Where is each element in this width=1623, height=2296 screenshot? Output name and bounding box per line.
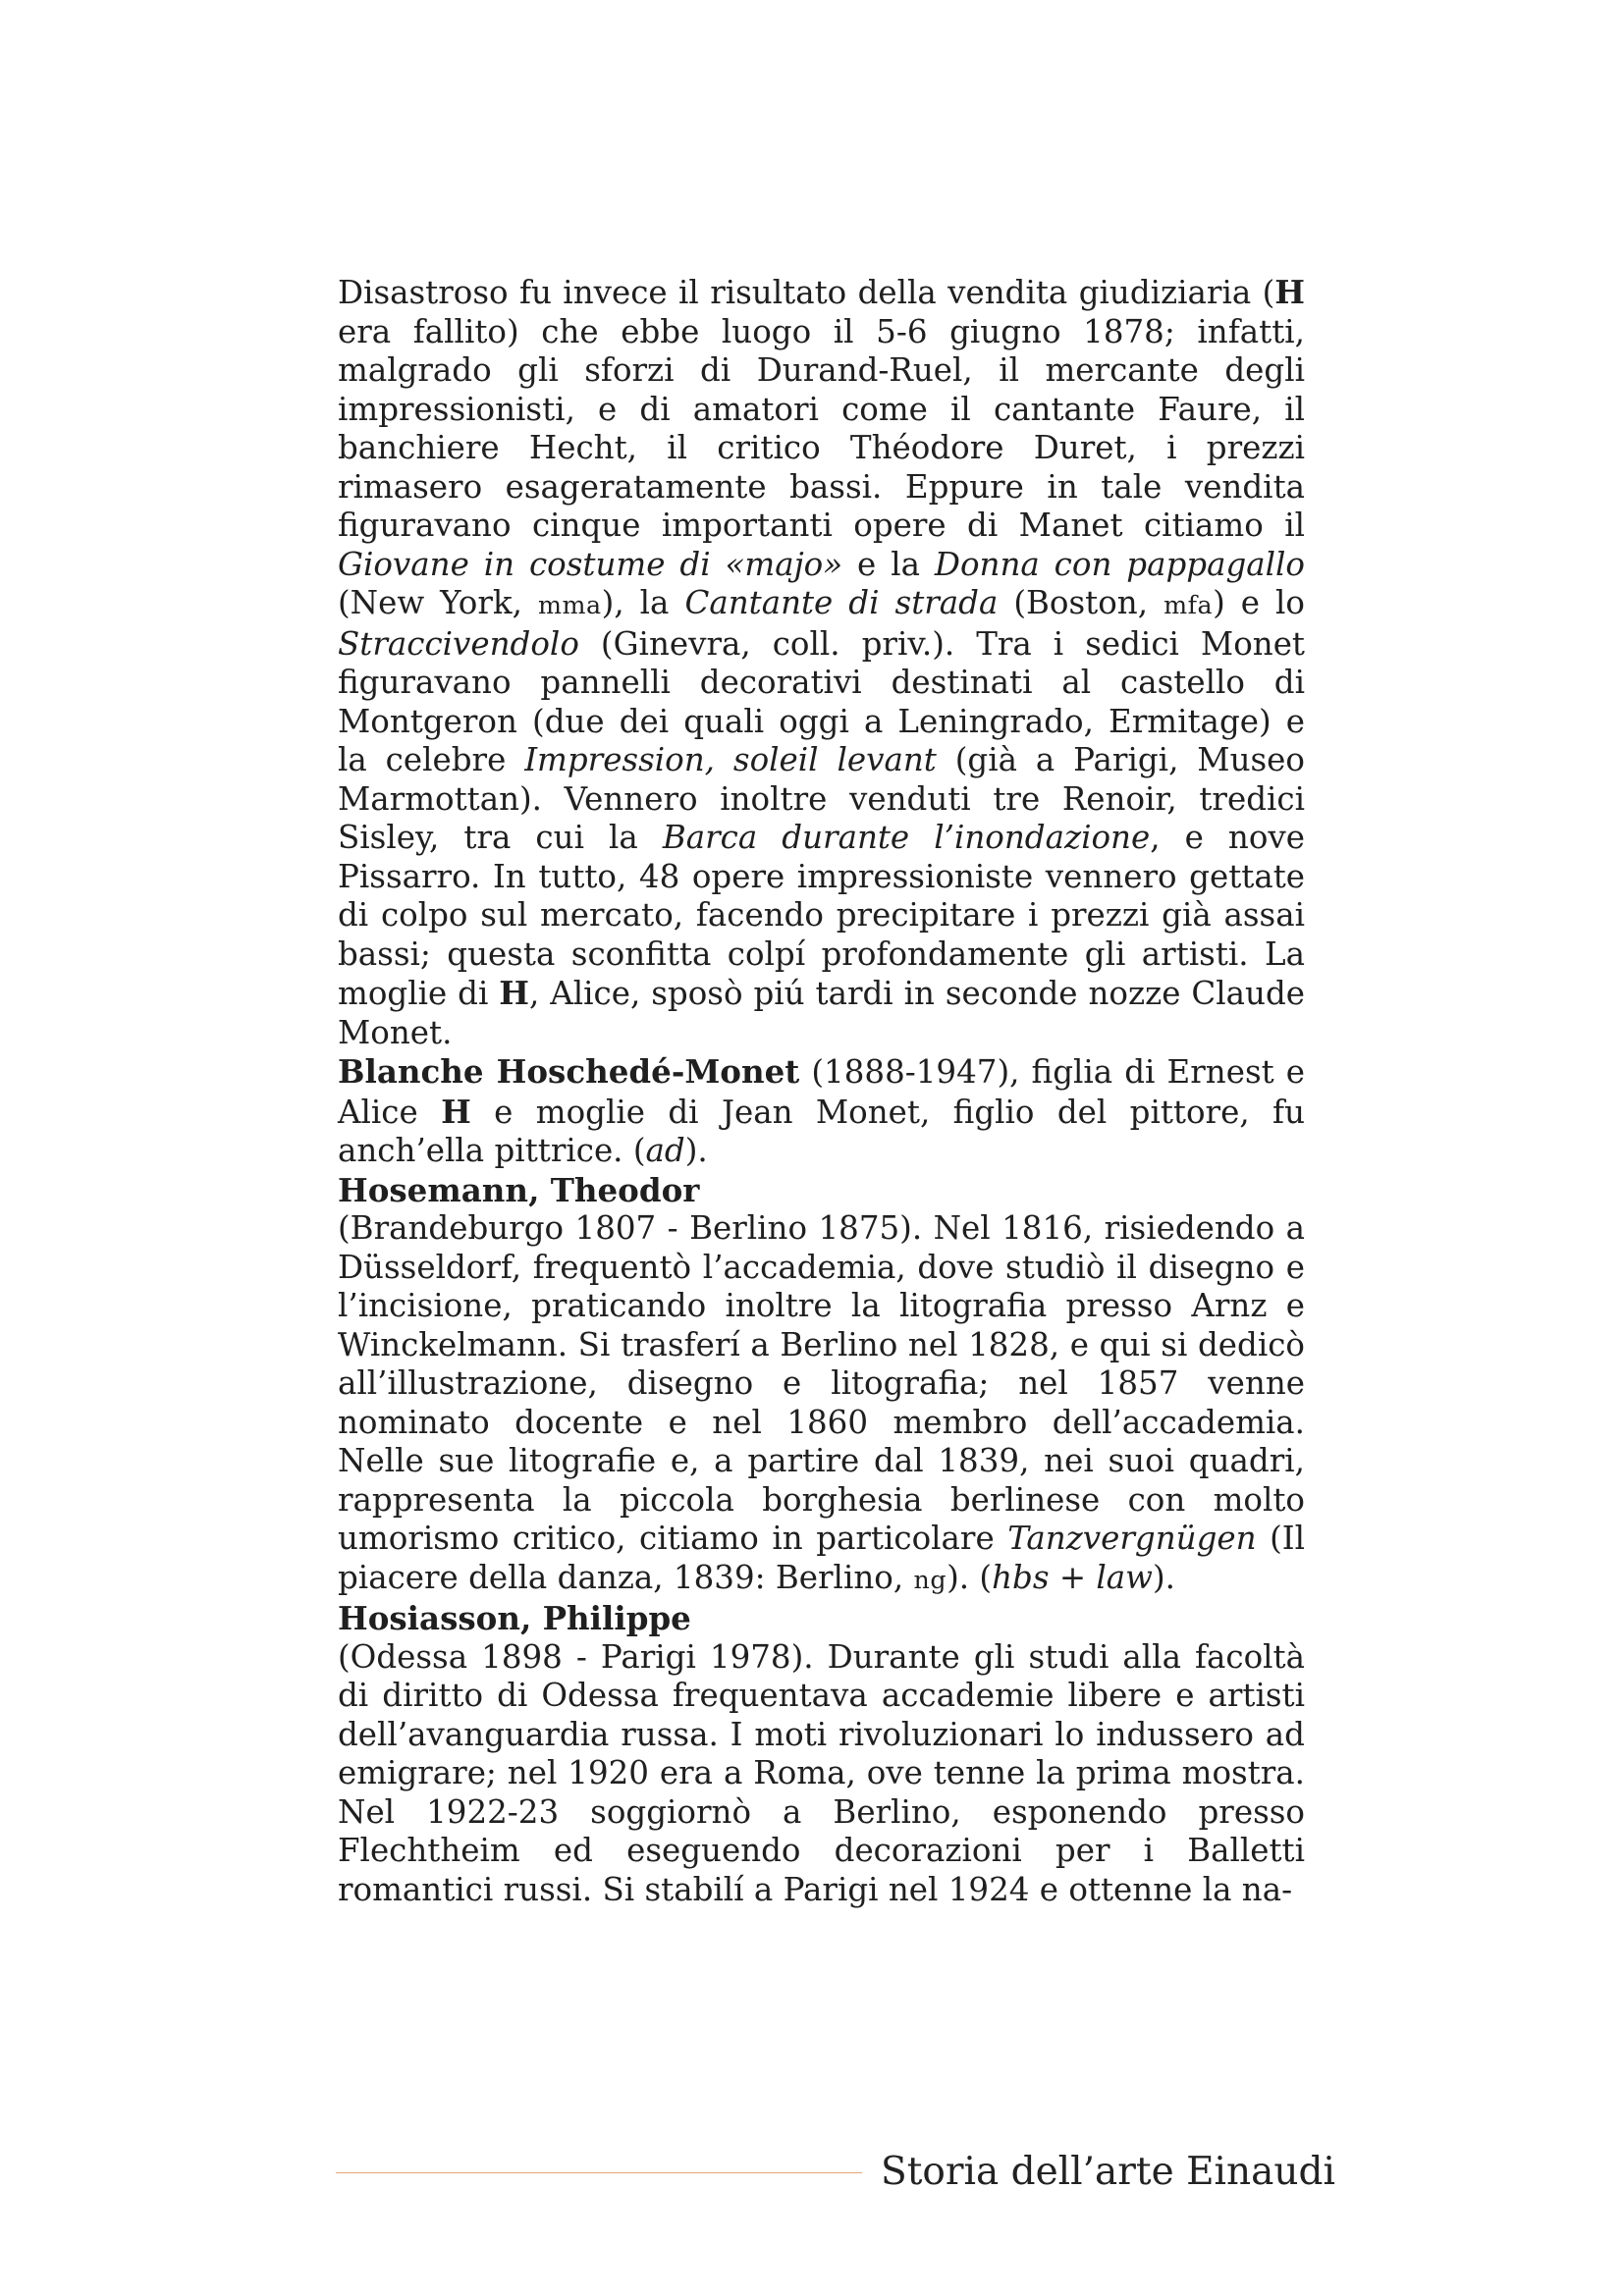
text-run: H [499, 974, 529, 1012]
text-run: Disastroso fu invece il risultato della vendita giudiziaria ( [338, 274, 1275, 311]
text-run: ) e lo [1213, 584, 1305, 621]
text-run: Cantante di strada [684, 584, 999, 621]
text-run: (Il piacere della danza, 1839: Berlino, [338, 1520, 1305, 1596]
text-run: (New York, [338, 584, 538, 621]
text-run: e moglie di Jean Monet, figlio del pittore, fu anch’ella pittrice. ( [338, 1093, 1305, 1169]
text-run: (Odessa 1898 - Parigi 1978). Durante gli studi alla facoltà di diritto di Odessa frequentava accademie libere e artisti dell’avanguardia russa. I moti rivoluzionari lo indussero ad emigrare; nel 1920 era a Roma, ove tenne la prima mostra. Nel 1922-23 soggiornò a Berlino, esponendo presso Flechtheim ed eseguendo decorazioni per i Balletti romantici russi. Si stabilí a Parigi nel 1924 e ottenne la na- [338, 1637, 1305, 1908]
text-run: Impression, soleil levant [524, 741, 937, 778]
text-run: ). ( [947, 1558, 993, 1596]
text-run: (Ginevra, coll. priv.). Tra i sedici Monet figuravano pannelli decorativi destinati al castello di Montgeron (due dei quali oggi a Leningrado, Ermitage) e la celebre [338, 624, 1305, 778]
text-run: ad [645, 1132, 685, 1169]
text-column [338, 273, 1305, 1909]
text-run: Blanche Hoschedé-Monet [338, 1052, 800, 1091]
footer-title: Storia dell’arte Einaudi [881, 2150, 1335, 2194]
text-run: ), la [601, 584, 685, 621]
text-run: Barca durante l’inondazione [662, 819, 1151, 856]
text-run: hbs + law [992, 1558, 1153, 1596]
text-run: ). [1153, 1558, 1176, 1596]
text-run: (già a Parigi, Museo Marmottan). Vennero inoltre venduti tre Renoir, tredici Sisley, tra cui la [338, 741, 1305, 856]
text-run: era fallito) che ebbe luogo il 5-6 giugno 1878; infatti, malgrado gli sforzi di Durand-Ruel, il mercante degli impressionisti, e di amatori come il cantante Faure, il banchiere Hecht, il critico Théodore Duret, i prezzi rimasero esageratamente bassi. Eppure in tale vendita figuravano cinque importanti opere di Manet citiamo il [338, 312, 1305, 544]
hosemann-paragraph [338, 1209, 1305, 1599]
text-run: (Boston, [998, 584, 1164, 621]
hoschede-paragraph [338, 273, 1305, 1052]
text-run: H [441, 1092, 471, 1131]
hosiasson-paragraph [338, 1638, 1305, 1910]
text-run: (Brandeburgo 1807 - Berlino 1875). Nel 1816, risiedendo a Düsseldorf, frequentò l’accademia, dove studiò il disegno e l’incisione, praticando inoltre la litografia presso Arnz e Winckelmann. Si trasferí a Berlino nel 1828, e qui si dedicò all’illustrazione, disegno e litografia; nel 1857 venne nominato docente e nel 1860 membro dell’accademia. Nelle sue litografie e, a partire dal 1839, nei suoi quadri, rappresenta la piccola borghesia berlinese con molto umorismo critico, citiamo in particolare [338, 1209, 1305, 1557]
text-run: ng [913, 1564, 947, 1594]
entry-heading-hosiasson: Hosiasson, Philippe [338, 1599, 691, 1637]
text-run: mfa [1163, 590, 1214, 619]
text-run: , e nove Pissarro. In tutto, 48 opere impressioniste vennero gettate di colpo sul mercato, facendo precipitare i prezzi già assai bassi; questa sconfitta colpí profondamente gli artisti. La moglie di [338, 819, 1305, 1012]
text-run: (1888-1947), figlia di Ernest e Alice [338, 1053, 1305, 1131]
entry-heading-hosemann: Hosemann, Theodor [338, 1170, 700, 1209]
text-run: ). [684, 1132, 708, 1169]
text-run: e la [842, 545, 935, 583]
text-run: Tanzvergnügen [1007, 1520, 1257, 1557]
text-run: Straccivendolo [338, 624, 579, 663]
text-run: Giovane in costume di «majo» [338, 545, 843, 583]
text-run: Donna con pappagallo [934, 545, 1305, 583]
blanche-paragraph [338, 1052, 1305, 1171]
text-run: mma [537, 590, 602, 619]
text-run: , Alice, sposò piú tardi in seconde nozze Claude Monet. [338, 975, 1305, 1051]
text-run: H [1274, 273, 1305, 311]
footer-rule [336, 2172, 862, 2173]
